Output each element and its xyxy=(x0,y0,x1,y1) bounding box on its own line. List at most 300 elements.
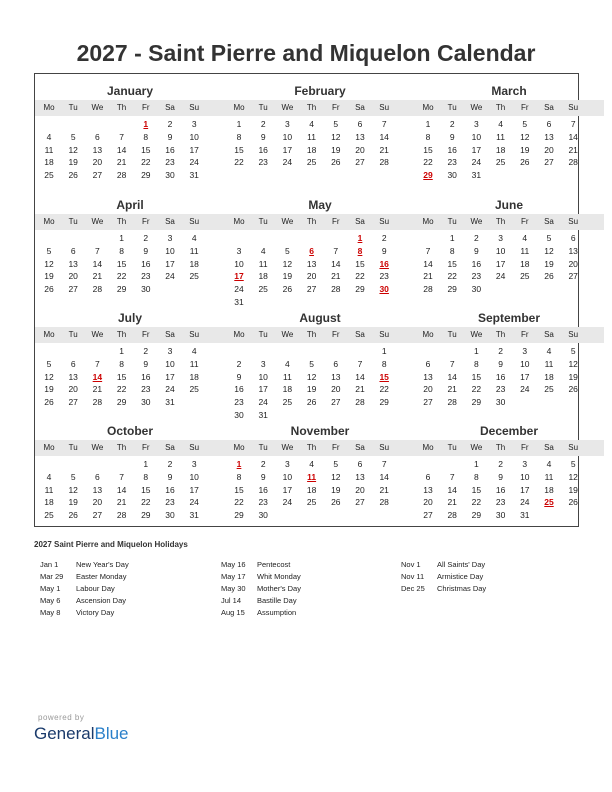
weekday-label: Sa xyxy=(165,330,175,339)
day-cell: 10 xyxy=(282,471,293,482)
weekday-header xyxy=(35,440,225,456)
day-cell: 5 xyxy=(570,346,576,356)
weekday-label: Sa xyxy=(355,443,365,452)
day-cell: 9 xyxy=(236,371,242,382)
day-cell: 10 xyxy=(258,371,268,382)
holiday-day: 29 xyxy=(423,170,433,181)
weekday-label: Tu xyxy=(447,103,457,112)
day-cell: 20 xyxy=(68,271,78,282)
month-september xyxy=(414,301,604,413)
day-cell: 13 xyxy=(68,258,78,269)
weekday-label: Th xyxy=(306,330,317,339)
day-cell: 11 xyxy=(307,131,316,142)
day-cell: 10 xyxy=(520,358,530,369)
day-cell: 13 xyxy=(355,471,365,482)
holiday-date: Dec 25 xyxy=(401,584,425,593)
day-cell: 25 xyxy=(44,170,54,181)
weekday-label: Tu xyxy=(68,443,78,452)
weekday-label: Mo xyxy=(43,443,55,452)
month-name: November xyxy=(290,424,350,438)
day-cell: 25 xyxy=(44,510,54,521)
weekday-label: We xyxy=(470,443,483,452)
day-cell: 19 xyxy=(44,271,54,282)
day-cell: 24 xyxy=(495,271,506,282)
day-cell: 27 xyxy=(355,157,365,168)
day-cell: 2 xyxy=(381,233,387,243)
day-cell: 18 xyxy=(44,497,54,508)
day-cell: 21 xyxy=(379,144,389,155)
day-cell: 2 xyxy=(143,233,149,243)
day-cell: 13 xyxy=(355,131,365,142)
day-cell: 19 xyxy=(331,144,341,155)
day-cell: 21 xyxy=(116,157,127,168)
day-cell: 23 xyxy=(447,157,457,168)
day-cell: 9 xyxy=(498,358,503,369)
day-cell: 13 xyxy=(68,371,78,382)
day-cell: 26 xyxy=(306,397,317,408)
day-cell: 28 xyxy=(379,157,389,168)
day-cell: 20 xyxy=(92,497,103,508)
day-cell: 6 xyxy=(357,119,363,129)
day-cell: 28 xyxy=(355,397,365,408)
day-cell: 3 xyxy=(260,358,266,369)
day-cell: 5 xyxy=(285,245,290,256)
holiday-name: Christmas Day xyxy=(437,584,487,593)
weekday-label: Th xyxy=(306,443,317,452)
day-cell: 3 xyxy=(167,233,173,243)
day-cell: 30 xyxy=(258,510,268,521)
day-cell: 1 xyxy=(236,119,242,129)
holiday-date: Aug 15 xyxy=(221,608,245,617)
month-march xyxy=(414,74,604,186)
day-cell: 22 xyxy=(234,497,244,508)
day-cell: 9 xyxy=(449,131,455,142)
day-cell: 8 xyxy=(236,131,242,142)
day-cell: 21 xyxy=(355,384,365,395)
day-cell: 8 xyxy=(143,131,149,142)
day-cell: 6 xyxy=(70,358,76,369)
day-cell: 26 xyxy=(331,497,341,508)
day-cell: 27 xyxy=(92,170,103,181)
day-cell: 18 xyxy=(44,157,54,168)
day-cell: 9 xyxy=(167,131,173,142)
day-cell: 18 xyxy=(306,484,317,495)
day-cell: 7 xyxy=(119,131,124,142)
day-cell: 19 xyxy=(568,484,578,495)
day-cell: 8 xyxy=(474,358,479,369)
holiday-date: Nov 1 xyxy=(401,560,421,569)
weekday-header xyxy=(414,327,604,343)
day-cell: 19 xyxy=(68,497,78,508)
weekday-header xyxy=(35,100,225,116)
weekday-label: We xyxy=(281,217,294,226)
day-cell: 21 xyxy=(568,144,578,155)
day-cell: 16 xyxy=(447,144,457,155)
day-cell: 2 xyxy=(236,358,242,369)
day-cell: 25 xyxy=(306,497,317,508)
day-cell: 7 xyxy=(570,119,576,129)
day-cell: 16 xyxy=(258,144,268,155)
day-cell: 18 xyxy=(258,271,268,282)
day-cell: 9 xyxy=(498,471,503,482)
holiday-name: Bastille Day xyxy=(257,596,297,605)
day-cell: 15 xyxy=(234,144,244,155)
day-cell: 18 xyxy=(544,371,554,382)
month-name: May xyxy=(308,198,332,212)
holiday-day: 1 xyxy=(357,233,363,243)
weekday-label: We xyxy=(281,330,294,339)
weekday-label: Mo xyxy=(233,443,245,452)
day-cell: 12 xyxy=(520,131,530,142)
weekday-label: Th xyxy=(116,217,127,226)
weekday-label: Fr xyxy=(332,217,340,226)
day-cell: 12 xyxy=(282,258,293,269)
weekday-header xyxy=(414,100,604,116)
weekday-label: Su xyxy=(568,443,579,452)
day-cell: 15 xyxy=(471,371,482,382)
weekday-label: Th xyxy=(495,443,506,452)
holiday-date: Jul 14 xyxy=(221,596,242,605)
holiday-date: May 17 xyxy=(221,572,246,581)
day-cell: 6 xyxy=(425,471,431,482)
weekday-label: Sa xyxy=(165,217,175,226)
day-cell: 4 xyxy=(546,459,552,469)
day-cell: 20 xyxy=(544,144,554,155)
day-cell: 3 xyxy=(522,346,528,356)
weekday-label: Su xyxy=(189,217,200,226)
day-cell: 9 xyxy=(260,471,266,482)
day-cell: 1 xyxy=(143,459,149,469)
day-cell: 23 xyxy=(379,271,389,282)
day-cell: 8 xyxy=(236,471,242,482)
day-cell: 22 xyxy=(447,271,457,282)
day-cell: 31 xyxy=(234,297,244,307)
day-cell: 12 xyxy=(306,371,317,382)
day-cell: 17 xyxy=(282,484,293,495)
weekday-header xyxy=(35,214,225,230)
weekday-label: Fr xyxy=(332,103,340,112)
weekday-label: Su xyxy=(189,443,200,452)
month-name: December xyxy=(479,424,539,438)
holiday-day: 30 xyxy=(379,284,389,295)
day-cell: 7 xyxy=(449,358,455,369)
day-cell: 29 xyxy=(141,510,151,521)
day-cell: 26 xyxy=(520,157,530,168)
weekday-label: Tu xyxy=(258,443,268,452)
day-cell: 16 xyxy=(165,484,175,495)
day-cell: 19 xyxy=(68,157,78,168)
weekday-label: Th xyxy=(495,217,506,226)
day-cell: 19 xyxy=(44,384,54,395)
day-cell: 31 xyxy=(189,510,199,521)
day-cell: 30 xyxy=(495,397,506,408)
day-cell: 12 xyxy=(331,471,341,482)
day-cell: 17 xyxy=(520,371,530,382)
weekday-label: Fr xyxy=(521,217,529,226)
day-cell: 10 xyxy=(495,245,506,256)
holiday-date: May 16 xyxy=(221,560,246,569)
day-cell: 7 xyxy=(95,245,100,256)
day-cell: 4 xyxy=(309,119,314,129)
day-cell: 8 xyxy=(381,358,387,369)
weekday-label: Su xyxy=(568,217,579,226)
day-cell: 23 xyxy=(234,397,244,408)
holiday-date: May 6 xyxy=(40,596,61,605)
holiday-day: 14 xyxy=(92,371,103,382)
brand-blue: Blue xyxy=(94,724,129,743)
day-cell: 11 xyxy=(496,131,505,142)
weekday-label: Fr xyxy=(142,217,150,226)
day-cell: 7 xyxy=(425,245,431,256)
generalblue-logo[interactable] xyxy=(34,724,129,744)
holiday-name: Labour Day xyxy=(76,584,115,593)
day-cell: 22 xyxy=(116,271,127,282)
day-cell: 25 xyxy=(495,157,506,168)
weekday-label: We xyxy=(470,330,483,339)
day-cell: 24 xyxy=(520,497,530,508)
day-cell: 16 xyxy=(495,484,506,495)
holiday-date: Mar 29 xyxy=(40,572,64,581)
day-cell: 23 xyxy=(495,384,506,395)
day-cell: 10 xyxy=(189,471,199,482)
day-cell: 16 xyxy=(141,258,151,269)
holiday-day: 1 xyxy=(143,119,149,129)
day-cell: 25 xyxy=(306,157,317,168)
day-cell: 30 xyxy=(234,410,244,420)
day-cell: 21 xyxy=(447,384,457,395)
day-cell: 14 xyxy=(116,484,127,495)
weekday-label: Fr xyxy=(521,103,529,112)
weekday-header xyxy=(225,100,415,116)
weekday-label: Mo xyxy=(233,330,245,339)
day-cell: 3 xyxy=(498,233,503,243)
day-cell: 5 xyxy=(546,233,552,243)
day-cell: 14 xyxy=(568,131,578,142)
day-cell: 4 xyxy=(260,245,266,256)
day-cell: 26 xyxy=(568,497,578,508)
day-cell: 20 xyxy=(355,484,365,495)
day-cell: 27 xyxy=(544,157,554,168)
day-cell: 22 xyxy=(471,497,482,508)
day-cell: 27 xyxy=(68,284,78,295)
day-cell: 2 xyxy=(260,119,266,129)
day-cell: 2 xyxy=(498,346,503,356)
weekday-label: Th xyxy=(306,217,317,226)
day-cell: 19 xyxy=(306,384,317,395)
holiday-name: Armistice Day xyxy=(437,572,484,581)
day-cell: 11 xyxy=(189,358,199,369)
day-cell: 1 xyxy=(381,346,387,356)
weekday-label: Fr xyxy=(332,330,340,339)
weekday-label: Fr xyxy=(142,443,150,452)
month-name: January xyxy=(106,84,154,98)
day-cell: 22 xyxy=(234,157,244,168)
day-cell: 10 xyxy=(471,131,482,142)
holiday-date: May 8 xyxy=(40,608,61,617)
day-cell: 27 xyxy=(355,497,365,508)
weekday-label: Th xyxy=(116,103,127,112)
day-cell: 26 xyxy=(568,384,578,395)
day-cell: 5 xyxy=(46,358,52,369)
day-cell: 12 xyxy=(568,358,578,369)
day-cell: 23 xyxy=(141,271,151,282)
day-cell: 28 xyxy=(92,397,103,408)
day-cell: 20 xyxy=(68,384,78,395)
weekday-label: Tu xyxy=(447,217,457,226)
day-cell: 28 xyxy=(331,284,341,295)
weekday-label: We xyxy=(91,103,104,112)
day-cell: 29 xyxy=(447,284,457,295)
holiday-day: 16 xyxy=(379,258,389,269)
day-cell: 1 xyxy=(449,233,455,243)
weekday-header xyxy=(414,440,604,456)
day-cell: 29 xyxy=(116,284,127,295)
weekday-header xyxy=(414,214,604,230)
day-cell: 5 xyxy=(570,459,576,469)
powered-by-label: powered by xyxy=(38,713,85,722)
day-cell: 14 xyxy=(379,471,389,482)
day-cell: 3 xyxy=(191,459,197,469)
day-cell: 31 xyxy=(520,510,530,521)
month-name: June xyxy=(494,198,523,212)
day-cell: 10 xyxy=(282,131,293,142)
day-cell: 11 xyxy=(544,471,554,482)
day-cell: 10 xyxy=(189,131,199,142)
day-cell: 4 xyxy=(191,346,197,356)
day-cell: 25 xyxy=(520,271,530,282)
weekday-label: Tu xyxy=(258,103,268,112)
day-cell: 25 xyxy=(189,384,199,395)
day-cell: 16 xyxy=(141,371,151,382)
day-cell: 5 xyxy=(70,471,76,482)
day-cell: 19 xyxy=(520,144,530,155)
day-cell: 1 xyxy=(474,459,479,469)
day-cell: 26 xyxy=(68,510,78,521)
day-cell: 18 xyxy=(189,371,199,382)
day-cell: 22 xyxy=(141,497,151,508)
weekday-label: Su xyxy=(189,330,200,339)
day-cell: 12 xyxy=(544,245,554,256)
day-cell: 14 xyxy=(92,258,103,269)
day-cell: 7 xyxy=(357,358,363,369)
day-cell: 20 xyxy=(568,258,578,269)
day-cell: 18 xyxy=(520,258,530,269)
weekday-header xyxy=(35,327,225,343)
day-cell: 16 xyxy=(234,384,244,395)
weekday-label: Th xyxy=(495,330,506,339)
day-cell: 13 xyxy=(423,484,433,495)
day-cell: 4 xyxy=(498,119,503,129)
day-cell: 11 xyxy=(44,144,54,155)
day-cell: 7 xyxy=(449,471,455,482)
day-cell: 24 xyxy=(234,284,244,295)
day-cell: 21 xyxy=(423,271,433,282)
day-cell: 15 xyxy=(423,144,433,155)
day-cell: 23 xyxy=(258,157,268,168)
month-june xyxy=(414,188,604,300)
day-cell: 6 xyxy=(570,233,576,243)
month-august xyxy=(225,301,415,420)
day-cell: 6 xyxy=(95,131,100,142)
day-cell: 30 xyxy=(495,510,506,521)
day-cell: 29 xyxy=(141,170,151,181)
day-cell: 20 xyxy=(355,144,365,155)
day-cell: 12 xyxy=(68,484,78,495)
day-cell: 26 xyxy=(282,284,293,295)
day-cell: 17 xyxy=(282,144,293,155)
day-cell: 3 xyxy=(236,245,242,256)
day-cell: 6 xyxy=(546,119,552,129)
holiday-date: May 30 xyxy=(221,584,246,593)
day-cell: 22 xyxy=(116,384,127,395)
day-cell: 21 xyxy=(92,384,103,395)
day-cell: 16 xyxy=(495,371,506,382)
holiday-day: 11 xyxy=(307,471,317,482)
day-cell: 29 xyxy=(379,397,389,408)
day-cell: 7 xyxy=(95,358,100,369)
weekday-label: Tu xyxy=(447,330,457,339)
weekday-label: Mo xyxy=(422,330,434,339)
day-cell: 14 xyxy=(447,371,457,382)
day-cell: 1 xyxy=(119,346,124,356)
month-december xyxy=(414,414,604,526)
day-cell: 3 xyxy=(474,119,479,129)
day-cell: 26 xyxy=(44,284,54,295)
month-name: July xyxy=(117,311,142,325)
day-cell: 31 xyxy=(258,410,268,420)
weekday-label: Sa xyxy=(165,443,175,452)
day-cell: 2 xyxy=(167,459,173,469)
day-cell: 3 xyxy=(191,119,197,129)
day-cell: 13 xyxy=(92,144,103,155)
day-cell: 13 xyxy=(306,258,317,269)
day-cell: 28 xyxy=(568,157,578,168)
day-cell: 22 xyxy=(423,157,433,168)
day-cell: 9 xyxy=(381,245,387,256)
day-cell: 1 xyxy=(474,346,479,356)
day-cell: 4 xyxy=(546,346,552,356)
day-cell: 28 xyxy=(92,284,103,295)
weekday-label: Su xyxy=(379,217,390,226)
day-cell: 15 xyxy=(234,484,244,495)
day-cell: 24 xyxy=(189,157,199,168)
month-name: August xyxy=(299,311,341,325)
weekday-label: We xyxy=(91,330,104,339)
holidays-title: 2027 Saint Pierre and Miquelon Holidays xyxy=(34,540,188,549)
day-cell: 9 xyxy=(260,131,266,142)
day-cell: 21 xyxy=(92,271,103,282)
weekday-label: Mo xyxy=(43,217,55,226)
day-cell: 26 xyxy=(44,397,54,408)
holiday-date: Jan 1 xyxy=(40,560,59,569)
holiday-day: 25 xyxy=(544,497,554,508)
month-january xyxy=(35,74,225,186)
weekday-label: Mo xyxy=(422,443,434,452)
weekday-label: Fr xyxy=(142,103,150,112)
month-name: September xyxy=(477,311,541,325)
day-cell: 24 xyxy=(471,157,482,168)
day-cell: 15 xyxy=(355,258,365,269)
day-cell: 6 xyxy=(70,245,76,256)
day-cell: 24 xyxy=(282,497,293,508)
month-october xyxy=(35,414,225,526)
weekday-label: We xyxy=(91,217,104,226)
holiday-name: All Saints' Day xyxy=(437,560,486,569)
day-cell: 13 xyxy=(544,131,554,142)
month-july xyxy=(35,301,225,413)
day-cell: 4 xyxy=(285,358,290,369)
weekday-label: Su xyxy=(379,330,390,339)
